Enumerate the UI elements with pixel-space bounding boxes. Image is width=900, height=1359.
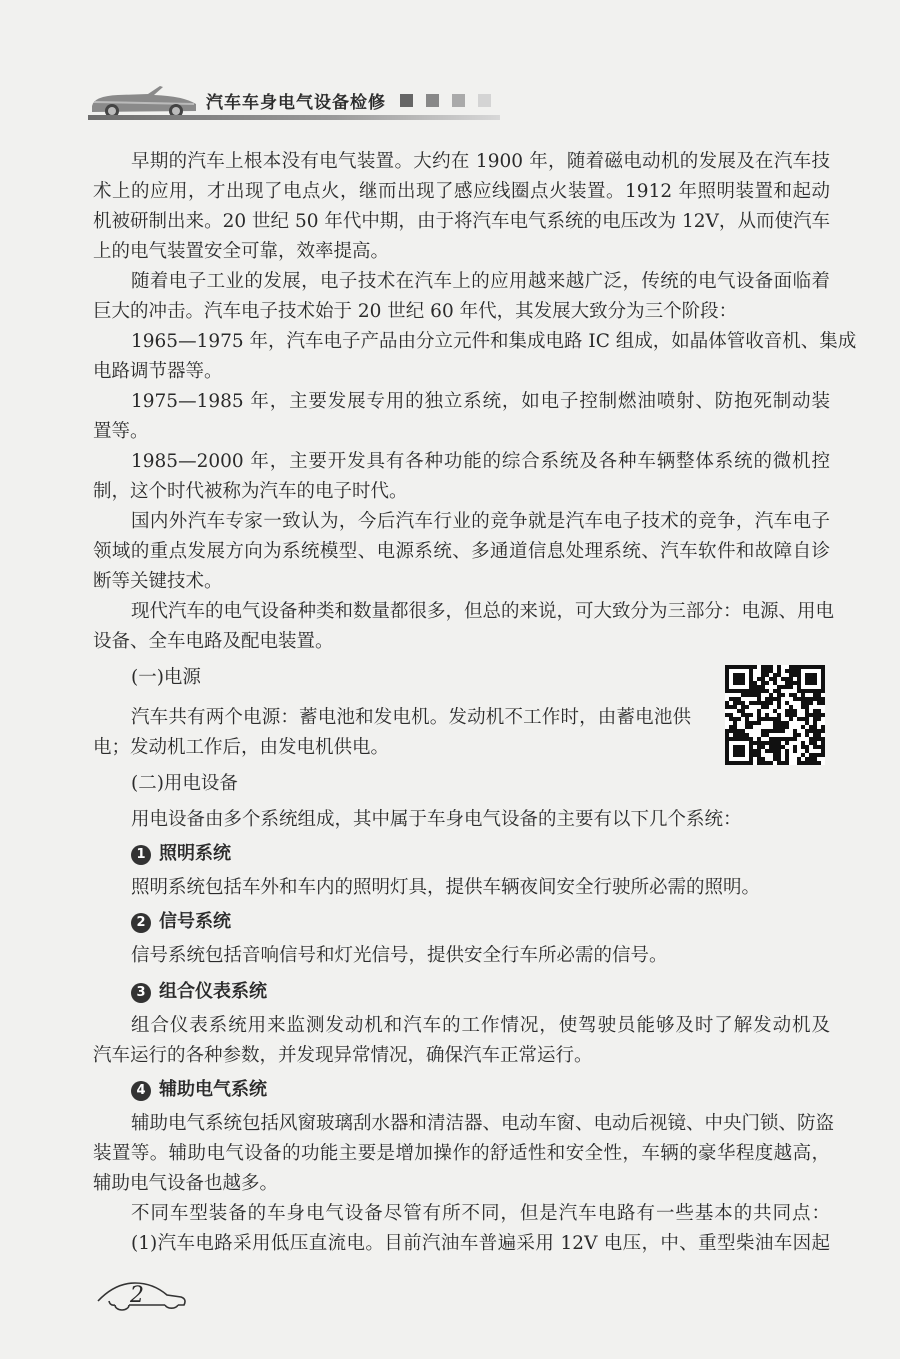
body-paragraph-line: 随着电子工业的发展，电子技术在汽车上的应用越来越广泛，传统的电气设备面临着 <box>131 271 830 292</box>
body-paragraph-line: 置等。 <box>93 421 149 442</box>
body-paragraph-line: 巨大的冲击。汽车电子技术始于 20 世纪 60 年代，其发展大致分为三个阶段： <box>93 301 738 322</box>
body-paragraph-line: 术上的应用，才出现了电点火，继而出现了感应线圈点火装置。1912 年照明装置和起动 <box>93 181 830 202</box>
body-paragraph-line: 国内外汽车专家一致认为，今后汽车行业的竞争就是汽车电子技术的竞争，汽车电子 <box>131 511 830 532</box>
system-title: 照明系统 <box>159 843 231 864</box>
body-paragraph-line: 信号系统包括音响信号和灯光信号，提供安全行车所必需的信号。 <box>131 945 668 966</box>
number-badge-icon: 2 <box>131 913 151 933</box>
body-paragraph-line: 机被研制出来。20 世纪 50 年代中期，由于将汽车电气系统的电压改为 12V，从而使汽车 <box>93 211 830 232</box>
header-square-decoration <box>478 94 491 107</box>
body-paragraph-line: 不同车型装备的车身电气设备尽管有所不同，但是汽车电路有一些基本的共同点： <box>131 1203 830 1224</box>
number-badge-icon: 1 <box>131 845 151 865</box>
body-paragraph-line: 1975—1985 年，主要发展专用的独立系统，如电子控制燃油喷射、防抱死制动装 <box>131 391 830 412</box>
header-rule <box>88 115 500 120</box>
section-heading-power-source: (一)电源 <box>131 667 201 688</box>
body-paragraph-line: 辅助电气设备也越多。 <box>93 1173 279 1194</box>
header-title: 汽车车身电气设备检修 <box>206 93 386 113</box>
number-badge-icon: 4 <box>131 1081 151 1101</box>
body-paragraph-line: 上的电气装置安全可靠，效率提高。 <box>93 241 390 262</box>
body-paragraph-line: 断等关键技术。 <box>93 571 223 592</box>
system-heading <box>131 910 231 934</box>
system-title: 信号系统 <box>159 911 231 932</box>
body-paragraph-line: 电；发动机工作后，由发电机供电。 <box>93 737 390 758</box>
body-paragraph-line: 组合仪表系统用来监测发动机和汽车的工作情况，使驾驶员能够及时了解发动机及 <box>131 1015 830 1036</box>
body-paragraph-line: 汽车共有两个电源：蓄电池和发电机。发动机不工作时，由蓄电池供 <box>131 707 691 728</box>
number-badge-icon: 3 <box>131 983 151 1003</box>
body-paragraph-line: 设备、全车电路及配电装置。 <box>93 631 334 652</box>
body-paragraph-line: 装置等。辅助电气设备的功能主要是增加操作的舒适性和安全性，车辆的豪华程度越高， <box>93 1143 830 1164</box>
qr-code <box>725 665 825 765</box>
body-paragraph-line: 用电设备由多个系统组成，其中属于车身电气设备的主要有以下几个系统： <box>131 809 742 830</box>
body-paragraph-line: 制，这个时代被称为汽车的电子时代。 <box>93 481 408 502</box>
system-heading <box>131 842 231 866</box>
header-square-decoration <box>426 94 439 107</box>
body-paragraph-line: 1985—2000 年，主要开发具有各种功能的综合系统及各种车辆整体系统的微机控 <box>131 451 830 472</box>
body-paragraph-line: (1)汽车电路采用低压直流电。目前汽油车普遍采用 12V 电压，中、重型柴油车因起 <box>131 1233 830 1254</box>
header-square-decoration <box>452 94 465 107</box>
body-paragraph-line: 照明系统包括车外和车内的照明灯具，提供车辆夜间安全行驶所必需的照明。 <box>131 877 761 898</box>
section-heading-electrical-equipment: (二)用电设备 <box>131 773 238 794</box>
system-title: 辅助电气系统 <box>159 1079 267 1100</box>
running-header <box>88 78 500 122</box>
system-title: 组合仪表系统 <box>159 981 267 1002</box>
header-square-decoration <box>400 94 413 107</box>
convertible-car-icon <box>88 84 200 118</box>
body-paragraph-line: 早期的汽车上根本没有电气装置。大约在 1900 年，随着磁电动机的发展及在汽车技 <box>131 151 830 172</box>
body-paragraph-line: 现代汽车的电气设备种类和数量都很多，但总的来说，可大致分为三部分：电源、用电 <box>131 601 835 622</box>
system-heading <box>131 1078 267 1102</box>
system-heading <box>131 980 267 1004</box>
body-paragraph-line: 电路调节器等。 <box>93 361 223 382</box>
body-paragraph-line: 汽车运行的各种参数，并发现异常情况，确保汽车正常运行。 <box>93 1045 593 1066</box>
body-paragraph-line: 1965—1975 年，汽车电子产品由分立元件和集成电路 IC 组成，如晶体管收音机、集成 <box>131 331 857 352</box>
body-paragraph-line: 领域的重点发展方向为系统模型、电源系统、多通道信息处理系统、汽车软件和故障自诊 <box>93 541 830 562</box>
page-number: 2 <box>130 1283 144 1308</box>
body-paragraph-line: 辅助电气系统包括风窗玻璃刮水器和清洁器、电动车窗、电动后视镜、中央门锁、防盗 <box>131 1113 835 1134</box>
